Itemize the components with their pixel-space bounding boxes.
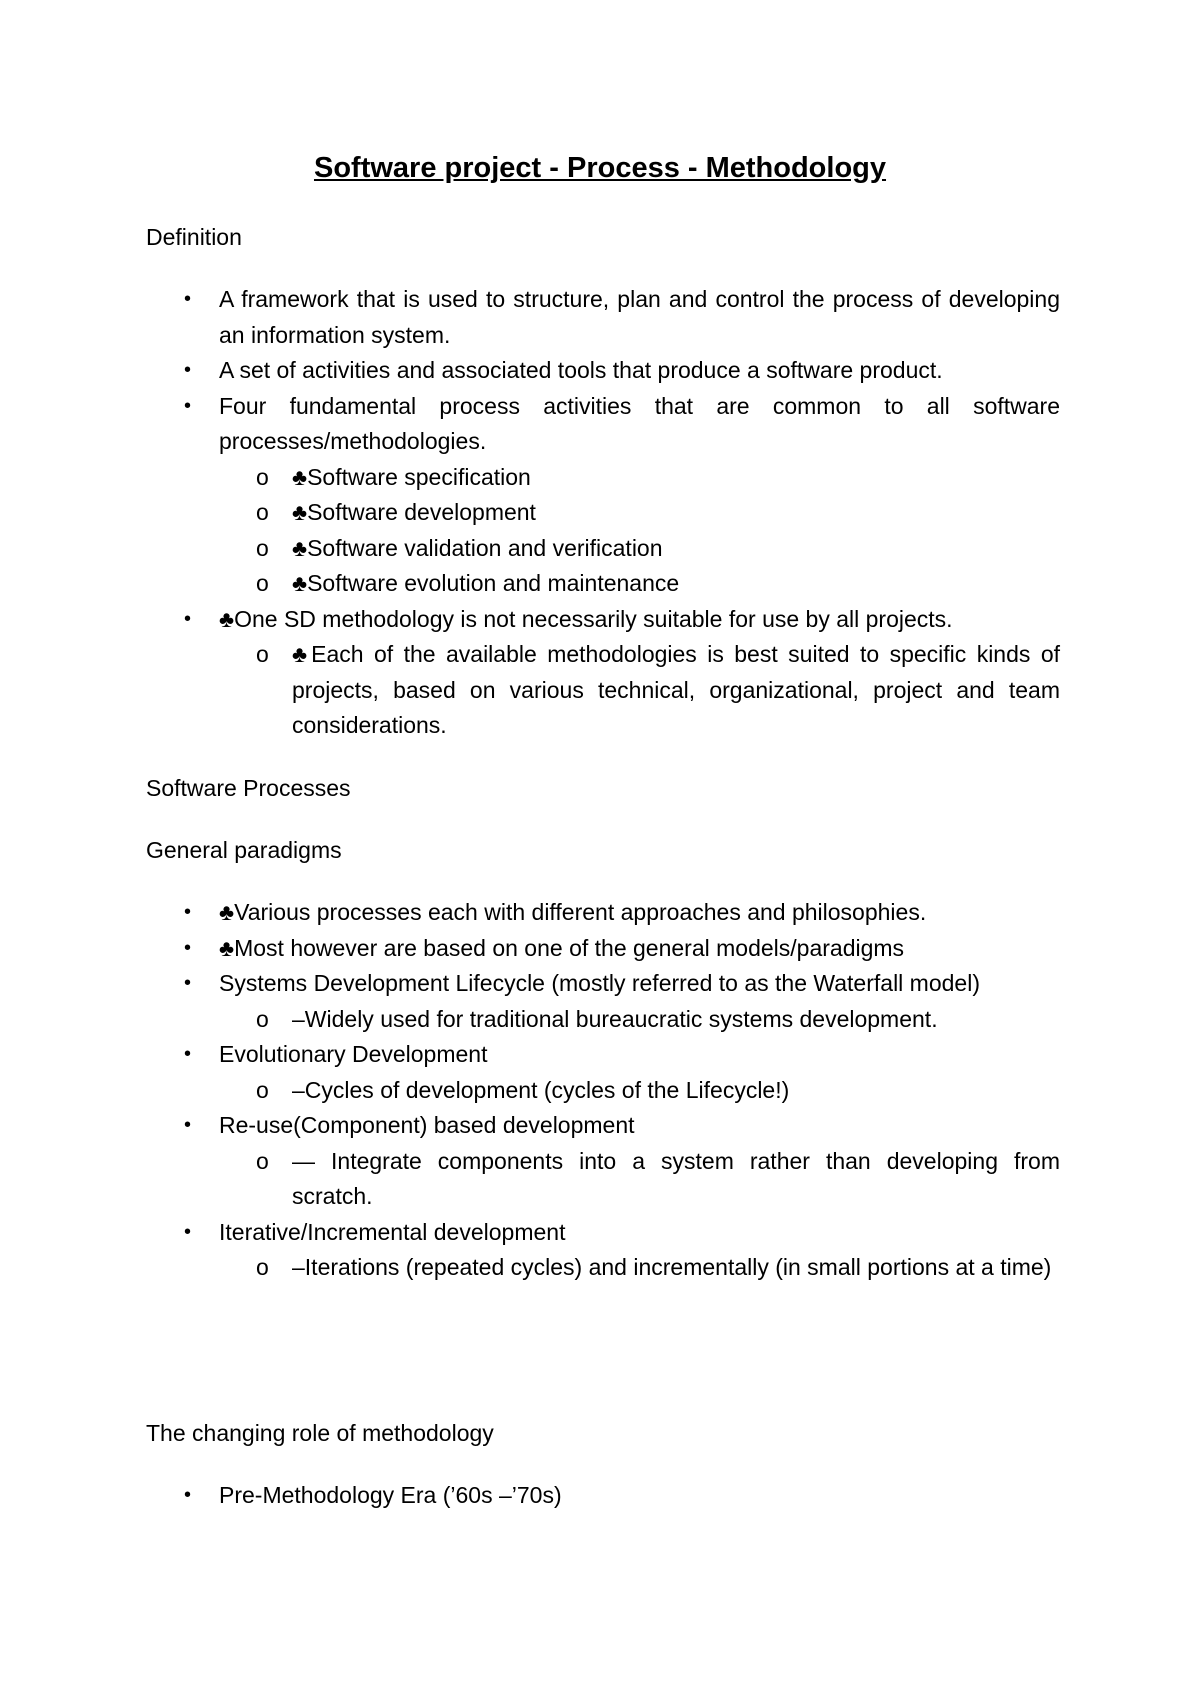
bullet-icon: • bbox=[184, 288, 192, 310]
circle-bullet-icon: o bbox=[256, 1005, 269, 1032]
circle-bullet-icon: o bbox=[256, 1147, 269, 1174]
circle-bullet-icon: o bbox=[256, 534, 269, 561]
section-heading-definition: Definition bbox=[146, 224, 242, 250]
list-item: • Four fundamental process activities that are common to all software processes/methodologies. bbox=[146, 389, 1060, 460]
bullet-icon: • bbox=[184, 936, 192, 959]
sub-list-item: o –Cycles of development (cycles of the Lifecycle!) bbox=[146, 1073, 1060, 1109]
bullet-icon: • bbox=[184, 1114, 192, 1136]
circle-bullet-icon: o bbox=[256, 499, 269, 525]
list-item: • Iterative/Incremental development bbox=[146, 1215, 1060, 1251]
sub-list-item: o ♣Software evolution and maintenance bbox=[146, 566, 1060, 602]
circle-bullet-icon: o bbox=[256, 463, 269, 490]
list-item: • Evolutionary Development bbox=[146, 1037, 1060, 1073]
changing-role-list bbox=[146, 1478, 1060, 1514]
sub-list-item: o ♣Software specification bbox=[146, 460, 1060, 496]
section-heading-software-processes: Software Processes bbox=[146, 775, 351, 801]
list-item: • A framework that is used to structure, plan and control the process of developing an information system. bbox=[146, 282, 1060, 353]
list-item: • ♣Most however are based on one of the general models/paradigms bbox=[146, 931, 1060, 967]
paradigms-list bbox=[146, 895, 1060, 1286]
bullet-icon: • bbox=[184, 607, 192, 630]
list-item: • A set of activities and associated tools that produce a software product. bbox=[146, 353, 1060, 389]
section-heading-general-paradigms: General paradigms bbox=[146, 837, 342, 863]
circle-bullet-icon: o bbox=[256, 641, 269, 667]
sub-list-item: o –Widely used for traditional bureaucratic systems development. bbox=[146, 1002, 1060, 1038]
sub-list-item: o ♣Software development bbox=[146, 495, 1060, 531]
bullet-icon: • bbox=[184, 1043, 192, 1065]
bullet-icon: • bbox=[184, 901, 192, 923]
bullet-icon: • bbox=[184, 394, 192, 417]
list-item: • ♣Various processes each with different approaches and philosophies. bbox=[146, 895, 1060, 931]
list-item: • ♣One SD methodology is not necessarily suitable for use by all projects. bbox=[146, 602, 1060, 638]
sub-list-item: o ♣Software validation and verification bbox=[146, 531, 1060, 567]
circle-bullet-icon: o bbox=[256, 1076, 269, 1103]
sub-list-item: o — Integrate components into a system rather than developing from scratch. bbox=[146, 1144, 1060, 1215]
document-title: Software project - Process - Methodology bbox=[313, 152, 887, 184]
list-item: • Re-use(Component) based development bbox=[146, 1108, 1060, 1144]
circle-bullet-icon: o bbox=[256, 570, 269, 596]
circle-bullet-icon: o bbox=[256, 1254, 269, 1280]
bullet-icon: • bbox=[184, 1484, 192, 1506]
bullet-icon: • bbox=[184, 359, 192, 381]
list-item: • Systems Development Lifecycle (mostly referred to as the Waterfall model) bbox=[146, 966, 1060, 1002]
bullet-icon: • bbox=[184, 1220, 192, 1243]
section-heading-changing-role: The changing role of methodology bbox=[146, 1420, 494, 1446]
sub-list-item: o ♣Each of the available methodologies is best suited to specific kinds of projects, based on various technical, organizational, project and team considerations. bbox=[146, 637, 1060, 744]
sub-list-item: o –Iterations (repeated cycles) and incrementally (in small portions at a time) bbox=[146, 1250, 1060, 1286]
list-item: • Pre-Methodology Era (’60s –’70s) bbox=[146, 1478, 1060, 1514]
bullet-icon: • bbox=[184, 972, 192, 994]
definition-list bbox=[146, 282, 1060, 744]
